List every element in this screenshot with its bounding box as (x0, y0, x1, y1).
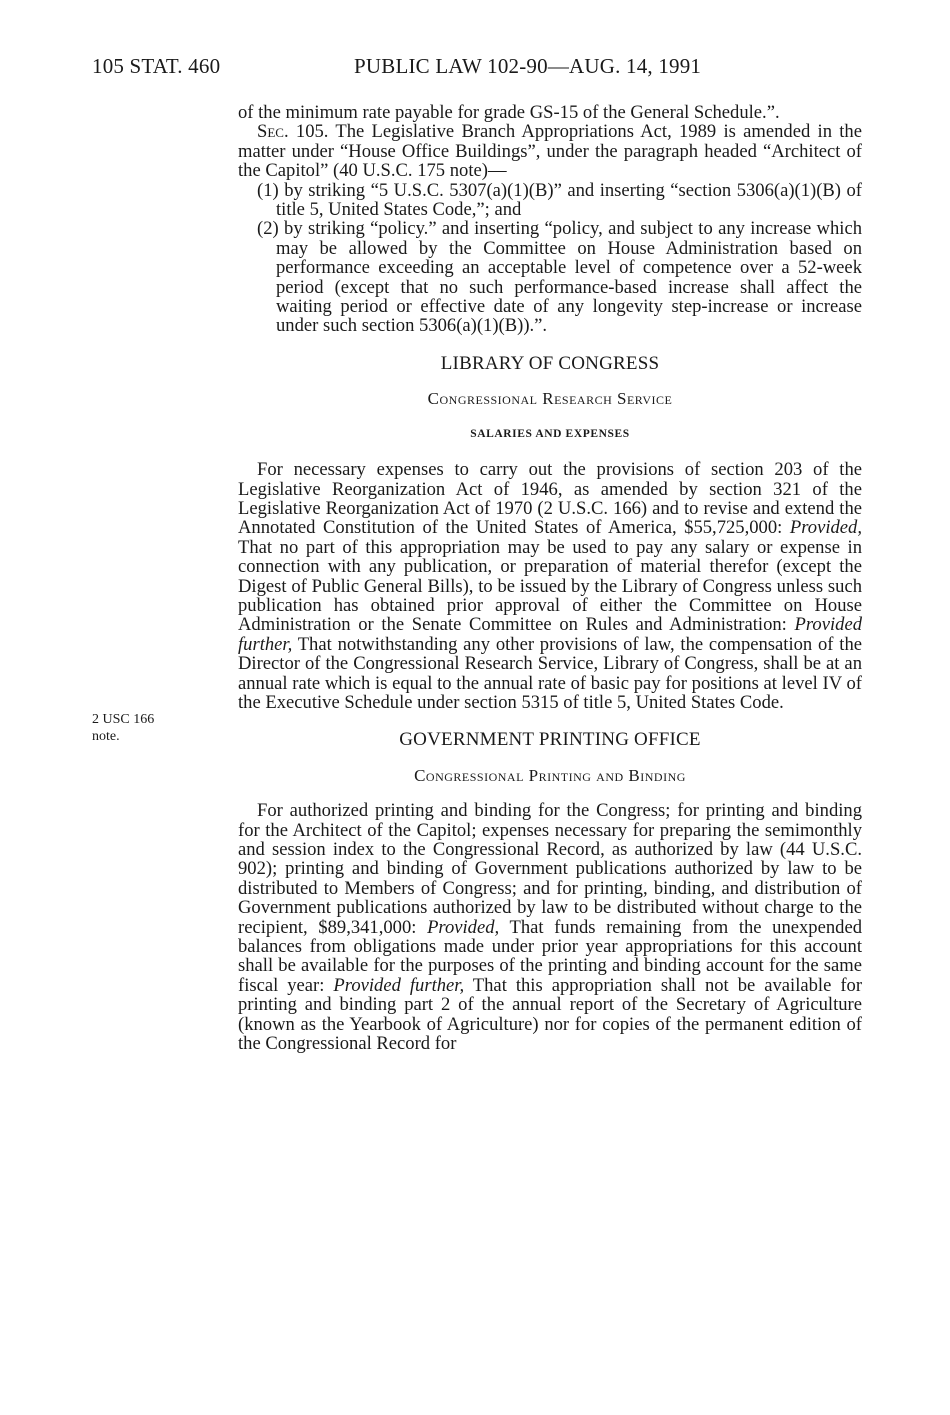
crs-subheading: Congressional Research Service (427, 389, 673, 409)
gpo-text-part-2: That funds remaining from the unexpended balances from obligations made under prior year appropriations for this account shall be available for the purposes of the printing and binding account for the same fiscal year: (238, 916, 862, 996)
gpo-heading: GOVERNMENT PRINTING OFFICE (399, 729, 701, 751)
margin-note-line-2: note. (92, 729, 120, 744)
section-105-item-2: (2) by striking “policy.” and inserting “policy, and subject to any increase which may be allowed by the Committee on House Administration based on performance exceeding an acceptable level of competence over a 52-week period (except that no such performance-based increase shall affect the waiting period or effective date of any longevity step-increase or increase under such section 5306(a)(1)(B)).”. (257, 218, 862, 337)
printing-binding-subheading: Congressional Printing and Binding (414, 765, 686, 785)
library-appropriation-paragraph (238, 460, 862, 712)
library-text-part-3: That notwithstanding any other provisions of law, the compensation of the Director of the Congressional Research Service, Library of Congress, shall be at an annual rate which is equal to the annual rate of basic pay for positions at level IV of the Executive Schedule under section 5315 of title 5, United States Code. (238, 633, 862, 713)
section-label: Sec. (257, 121, 289, 143)
gpo-text-part-1: For authorized printing and binding for the Congress; for printing and binding for the Architect of the Capitol; expenses necessary for preparing the semimonthly and session index to the Congressional Record, as authorized by law (44 U.S.C. 902); printing and binding of Government publications authorized by law to be distributed to Members of Congress; and for printing, binding, and distribution of Government publications authorized by law to be distributed without charge to the recipient, $89,341,000: (238, 800, 862, 938)
statute-page-number: 105 STAT. 460 (92, 54, 221, 78)
section-105-paragraph (238, 122, 862, 180)
library-proviso-2: Provided further, (238, 614, 862, 655)
section-105-text: 105. The Legislative Branch Appropriations Act, 1989 is amended in the matter under “House Office Buildings”, under the paragraph headed “Architect of the Capitol” (40 U.S.C. 175 note)— (238, 121, 862, 182)
continuation-paragraph: of the minimum rate payable for grade GS-15 of the General Schedule.”. (238, 102, 780, 123)
public-law-title: PUBLIC LAW 102-90—AUG. 14, 1991 (354, 54, 702, 78)
salaries-expenses-heading: SALARIES AND EXPENSES (470, 427, 630, 440)
library-proviso-1: Provided, (789, 517, 862, 539)
page-header (92, 54, 872, 86)
library-text-part-1: For necessary expenses to carry out the provisions of section 203 of the Legislative Reorganization Act of 1946, as amended by section 321 of the Legislative Reorganization Act of 1970 (2 U.S.C. 166) and to revise and extend the Annotated Constitution of the United States of America, $55,725,000: (238, 459, 862, 539)
section-105-item-1: (1) by striking “5 U.S.C. 5307(a)(1)(B)” and inserting “section 5306(a)(1)(B) of title 5, United States Code,”; and (257, 179, 862, 221)
library-text-part-2: That no part of this appropriation may be used to pay any salary or expense in connection with any publication, or preparation of material therefor (except the Digest of Public General Bills), to be issued by the Library of Congress unless such publication has obtained prior approval of either the Committee on House Administration or the Senate Committee on Rules and Administration: (238, 536, 862, 636)
gpo-proviso-2: Provided further, (333, 974, 465, 996)
gpo-proviso-1: Provided, (427, 916, 500, 938)
document-body (238, 103, 862, 1053)
gpo-appropriation-paragraph (238, 801, 862, 1053)
library-of-congress-heading: LIBRARY OF CONGRESS (440, 352, 660, 374)
gpo-text-part-3: That this appropriation shall not be available for printing and binding part 2 of the annual report of the Secretary of Agriculture (known as the Yearbook of Agriculture) nor for copies of the permanent edition of the Congressional Record for (238, 974, 863, 1055)
margin-note (92, 711, 154, 745)
margin-note-line-1: 2 USC 166 (92, 712, 155, 727)
